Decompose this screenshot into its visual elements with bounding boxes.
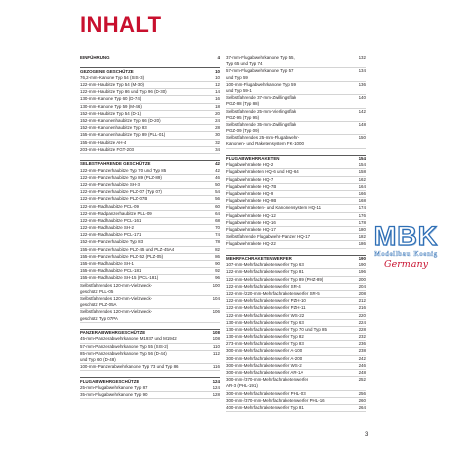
toc-entry [226, 184, 366, 191]
toc-entry-page: 162 [358, 176, 366, 182]
toc-entry-page: 154 [358, 162, 366, 168]
toc-entry [226, 334, 366, 341]
toc-entry-page: 106 [212, 309, 220, 315]
toc-entry-title: 107-mm-Mehrfachraketenwerfer Typ 63 [226, 262, 304, 268]
toc-entry [80, 385, 220, 392]
toc-entry-title: Flugabwehrrakete HQ-16 [226, 219, 276, 225]
toc-entry-title: 122-mm-Panzerhaubitze Typ 89 (PLZ-89) [80, 174, 162, 180]
toc-entry [80, 132, 220, 139]
publisher-logo [370, 222, 442, 282]
section-heading-page: 108 [212, 330, 220, 336]
toc-entry-page: 108 [212, 336, 220, 342]
toc-entry-page: 158 [358, 169, 366, 175]
toc-entry [226, 391, 366, 398]
toc-entry-title: 130-mm-Kanone Typ 59 (M-46) [80, 103, 142, 109]
toc-entry-title: 300-mm-/370-mm-Mehrfachraketenwerfer AR-3 (PHL-191) [226, 377, 309, 389]
toc-entry [80, 275, 220, 282]
toc-entry-page: 178 [358, 219, 366, 225]
toc-entry [226, 341, 366, 348]
toc-entry-title: 122-mm-Panzerhaubitze PLZ-07 (Typ 07) [80, 189, 162, 195]
toc-entry-title: Flugabwehrrakete HQ-22 [226, 241, 276, 247]
section-heading-page: 124 [212, 378, 220, 384]
page-title: INHALT [80, 12, 162, 37]
toc-entry-page: 128 [212, 392, 220, 398]
toc-entry-title: 300-mm-Mehrfachraketenwerfer A-200 [226, 355, 303, 361]
toc-entry-page: 110 [212, 343, 220, 349]
toc-entry-title: 122-mm-Mehrfachraketenwerfer Typ 89 (PHZ-89) [226, 276, 324, 282]
toc-entry-title: 122-mm-Panzerhaubitze Typ 70 und Typ 85 [80, 167, 167, 173]
toc-entry-page: 140 [358, 95, 366, 101]
toc-entry-title: 122-mm-Mehrfachraketenwerfer PZH-11 [226, 305, 306, 311]
toc-entry-title: 400-mm-Mehrfachraketenwerfer Typ 81 [226, 404, 304, 410]
toc-entry [226, 398, 366, 405]
toc-entry [80, 261, 220, 268]
toc-entry-page: 238 [358, 348, 366, 354]
toc-entry-title: 152-mm-Kanonenhaubitze Typ 66 (D-20) [80, 117, 161, 123]
toc-entry [80, 82, 220, 89]
toc-entry-page: 142 [358, 108, 366, 114]
toc-column-right [226, 55, 366, 412]
section-heading-page: 4 [217, 55, 220, 60]
toc-entry-page: 264 [358, 404, 366, 410]
toc-entry-page: 246 [358, 362, 366, 368]
toc-entry [80, 392, 220, 399]
toc-entry-title: Selbstfahrendes 120-mm-Vielzweck- geschütz Typ 07PA [80, 309, 153, 321]
toc-entry-title: Flugabwehrrakete HQ-2 [226, 162, 274, 168]
toc-entry-title: 130-mm-Mehrfachraketenwerfer Typ 70 und Typ 85 [226, 326, 327, 332]
toc-entry [80, 225, 220, 232]
toc-entry [226, 234, 366, 241]
toc-entry-page: 54 [215, 189, 220, 195]
toc-entry [80, 204, 220, 211]
toc-entry [80, 239, 220, 246]
toc-entry-page: 180 [358, 226, 366, 232]
toc-entry [80, 189, 220, 196]
toc-entry [80, 296, 220, 309]
toc-entry-page: 16 [215, 96, 220, 102]
toc-entry-title: 122-mm-/220-mm-Mehrfachraketenwerfer SR-5 [226, 290, 320, 296]
toc-entry-title: 57-mm-Flugabwehrkanone Typ 57 und Typ 59 [226, 68, 294, 80]
toc-entry-page: 30 [215, 132, 220, 138]
toc-entry-page: 150 [358, 135, 366, 141]
toc-section [80, 377, 220, 399]
toc-entry-title: 130-mm-Mehrfachraketenwerfer Typ 82 [226, 334, 304, 340]
toc-entry-page: 10 [215, 74, 220, 80]
toc-entry-title: Selbstfahrende 37-mm-Zwillingsflak PGZ-88 (Typ 88) [226, 95, 297, 107]
page-number: 3 [365, 432, 369, 438]
toc-entry-title: Flugabwehrrakete HQ-17 [226, 226, 276, 232]
toc-entry [226, 377, 366, 390]
toc-entry [226, 169, 366, 176]
toc-entry-page: 104 [212, 295, 220, 301]
toc-entry [226, 82, 366, 95]
toc-entry-title: 85-mm-Panzerabwehrkanone Typ 56 (D-44) und Typ 60 (D-48) [80, 350, 167, 362]
toc-entry-title: 35-mm-Flugabwehrkanone Typ 90 [80, 392, 148, 398]
toc-entry-page: 256 [358, 390, 366, 396]
toc-entry-title: 122-mm-Radhaubitze SH-2 [80, 225, 135, 231]
toc-entry-page: 112 [212, 350, 220, 356]
toc-entry-title: 57-mm-Panzerabwehrkanone Typ 55 (SIS-2) [80, 343, 169, 349]
toc-entry-title: 273-mm-Mehrfachraketenwerfer Typ 83 [226, 341, 304, 347]
toc-entry [226, 241, 366, 248]
toc-entry [226, 177, 366, 184]
toc-entry-title: 122-mm-Panzerhaubitze SH-3 [80, 181, 140, 187]
toc-entry [226, 327, 366, 334]
toc-entry-page: 18 [215, 103, 220, 109]
logo-country: Germany [384, 259, 428, 270]
toc-entry [80, 104, 220, 111]
toc-entry-page: 74 [215, 232, 220, 238]
section-heading-title: FLUGABWEHRGESCHÜTZE [80, 378, 140, 384]
toc-entry [80, 96, 220, 103]
toc-entry-page: 46 [215, 174, 220, 180]
toc-entry [80, 232, 220, 239]
toc-entry-title: 300-mm-Mehrfachraketenwerfer WS-2 [226, 362, 302, 368]
toc-entry [80, 351, 220, 364]
toc-entry [226, 363, 366, 370]
toc-entry [80, 364, 220, 371]
toc-entry [226, 162, 366, 169]
toc-entry-page: 212 [358, 298, 366, 304]
toc-entry-title: 130-mm-Kanone Typ 60 (D-74) [80, 96, 142, 102]
toc-entry [226, 262, 366, 269]
toc-entry-title: 155-mm-Panzerhaubitze PLZ-45 und PLZ-45A4 [80, 246, 175, 252]
toc-entry-title: Flugabwehrrakete HQ-7 [226, 176, 274, 182]
toc-entry-title: 100-mm-Panzerabwehrkanone Typ 73 und Typ 86 [80, 364, 179, 370]
toc-entry [80, 196, 220, 203]
toc-entry [80, 111, 220, 118]
toc-entry-title: 37-mm-Flugabwehrkanone Typ 55, Typ 65 und Typ 74 [226, 55, 295, 67]
toc-entry [226, 122, 366, 135]
toc-entry-page: 228 [358, 326, 366, 332]
toc-entry [80, 140, 220, 147]
toc-entry-page: 136 [358, 81, 366, 87]
toc-entry-title: 300-mm-Mehrfachraketenwerfer PHL-03 [226, 390, 306, 396]
toc-entry-page: 232 [358, 334, 366, 340]
toc-entry-title: 122-mm-Panzerhaubitze PLZ-07B [80, 196, 148, 202]
toc-entry-title: 155-mm-Kanonenhaubitze Typ 89 (PLL-01) [80, 132, 166, 138]
toc-entry-page: 32 [215, 139, 220, 145]
toc-entry [226, 305, 366, 312]
toc-entry-title: Selbstfahrendes 120-mm-Vielzweck- geschütz PLL-05 [80, 282, 153, 294]
toc-entry [226, 313, 366, 320]
toc-entry-title: 122-mm-Haubitze Typ 86 und Typ 96 (D-30) [80, 89, 167, 95]
section-heading-page: 154 [358, 156, 366, 162]
toc-entry-title: 155-mm-Radhaubitze PCL-181 [80, 268, 142, 274]
toc-entry [226, 370, 366, 377]
toc-entry-title: 152-mm-Kanonenhaubitze Typ 83 [80, 125, 147, 131]
toc-entry [80, 247, 220, 254]
toc-entry-page: 34 [215, 146, 220, 152]
toc-entry-page: 236 [358, 341, 366, 347]
toc-entry-page: 216 [358, 305, 366, 311]
toc-entry [226, 213, 366, 220]
toc-entry-title: 122-mm-Mehrfachraketenwerfer Typ 81 [226, 269, 304, 275]
toc-entry-title: Selbstfahrende Flugabwehr-Panzer HQ-17 [226, 234, 311, 240]
toc-entry [80, 168, 220, 175]
section-heading-title: SELBSTFAHRENDE GESCHÜTZE [80, 161, 151, 167]
toc-entry-title: Selbstfahrende 25-mm-Vierlingsflak PGZ-95 (Typ 95) [226, 108, 297, 120]
toc-entry-page: 24 [215, 117, 220, 123]
toc-entry-title: 152-mm-Haubitze Typ 54 (D-1) [80, 110, 142, 116]
section-heading-page: 190 [358, 256, 366, 261]
toc-entry-page: 190 [358, 262, 366, 268]
toc-entry [80, 344, 220, 351]
toc-entry-page: 204 [358, 283, 366, 289]
toc-entry-page: 12 [215, 82, 220, 88]
toc-entry-title: 155-mm-Panzerhaubitze PLZ-52 (PLZ-05) [80, 253, 164, 259]
toc-entry [80, 182, 220, 189]
toc-entry-title: 122-mm-Radhaubitze PCL-09 [80, 203, 139, 209]
toc-entry [80, 309, 220, 322]
toc-entry-page: 134 [358, 68, 366, 74]
section-heading-page: 42 [215, 161, 220, 167]
toc-entry-page: 182 [358, 234, 366, 240]
toc-entry-page: 116 [212, 364, 220, 370]
toc-entry-title: Flugabwehrrakete HQ-12 [226, 212, 276, 218]
section-heading-title: GEZOGENE GESCHÜTZE [80, 68, 134, 74]
toc-entry-page: 50 [215, 181, 220, 187]
toc-entry-page: 82 [215, 246, 220, 252]
toc-entry-title: 122-mm-Mehrfachraketenwerfer WS-22 [226, 312, 305, 318]
toc-entry-page: 186 [358, 241, 366, 247]
toc-entry-title: Flugabwehrrakete HQ-9B [226, 198, 277, 204]
toc-entry [226, 135, 366, 148]
toc-entry-page: 92 [215, 268, 220, 274]
toc-entry-title: Flugabwehrrakete HQ-7B [226, 183, 277, 189]
toc-entry-title: 122-mm-Radpanzerhaubitze PLL-09 [80, 210, 152, 216]
toc-entry [80, 175, 220, 182]
toc-entry-page: 90 [215, 261, 220, 266]
toc-entry-page: 166 [358, 191, 366, 197]
toc-entry [226, 191, 366, 198]
section-heading-title: EINFÜHRUNG [80, 55, 110, 60]
toc-entry-page: 124 [212, 384, 220, 390]
toc-section [80, 160, 220, 323]
toc-section [226, 155, 366, 249]
toc-entry [226, 291, 366, 298]
toc-entry-page: 132 [358, 55, 366, 60]
toc-entry [80, 211, 220, 218]
toc-entry [80, 118, 220, 125]
toc-entry [80, 283, 220, 296]
toc-entry-page: 208 [358, 290, 366, 296]
toc-entry [226, 405, 366, 412]
toc-entry-title: 122-mm-Haubitze Typ 54 (M-30) [80, 82, 145, 88]
toc-entry-page: 100 [212, 282, 220, 288]
toc-entry-page: 224 [358, 319, 366, 325]
toc-entry-title: 122-mm-Radhaubitze PCL-171 [80, 232, 142, 238]
toc-entry [80, 268, 220, 275]
toc-section [80, 67, 220, 154]
toc-entry-page: 176 [358, 212, 366, 218]
toc-entry-title: Flugabwehrraketen HQ-6 und HQ-64 [226, 169, 299, 175]
toc-entry [226, 95, 366, 108]
toc-entry-title: Flugabwehrraketen- und Kanonensystem HQ-11 [226, 205, 322, 211]
toc-entry-title: 155-mm-Haubitze AH-4 [80, 139, 127, 145]
toc-entry [226, 220, 366, 227]
toc-entry [80, 147, 220, 154]
toc-entry-title: 122-mm-Mehrfachraketenwerfer SR-4 [226, 283, 301, 289]
toc-entry-title: 76,2-mm-Kanone Typ 54 (SIS-3) [80, 74, 145, 80]
toc-entry-title: 300-mm-/370-mm-Mehrfachraketenwerfer PHL-16 [226, 397, 325, 403]
section-heading-title: PANZERABWEHRGESCHÜTZE [80, 330, 146, 336]
toc-entry-page: 260 [358, 397, 366, 403]
toc-entry [226, 198, 366, 205]
toc-entry [226, 298, 366, 305]
section-heading-title: MEHRFACHRAKETENWERFER [226, 256, 292, 261]
toc-entry-page: 60 [215, 203, 220, 209]
toc-entry-page: 86 [215, 253, 220, 259]
toc-entry-title: 100-mm-Flugabwehrkanone Typ 59 und Typ 59-1 [226, 81, 296, 93]
toc-entry [226, 55, 366, 68]
toc-entry [226, 109, 366, 122]
toc-entry-page: 78 [215, 239, 220, 245]
toc-entry-title: Flugabwehrrakete HQ-9 [226, 191, 274, 197]
toc-entry-title: 45-mm-Panzerabwehrkanone M1937 und M1942 [80, 336, 177, 342]
toc-entry-page: 28 [215, 125, 220, 131]
toc-entry-page: 200 [358, 276, 366, 282]
section-heading-title: FLUGABWEHRRAKETEN [226, 156, 280, 162]
toc-entry-title: 25-mm-Flugabwehrkanone Typ 87 [80, 384, 148, 390]
toc-entry-page: 168 [358, 198, 366, 204]
toc-entry-page: 248 [358, 370, 366, 375]
toc-entry-title: 203-mm-Haubitze FGT-203 [80, 146, 135, 152]
logo-wordmark: MBK [373, 221, 439, 251]
toc-entry [80, 218, 220, 225]
toc-entry [80, 336, 220, 343]
toc-entry-title: Selbstfahrende 35-mm-Zwillingsflak PGZ-09 (Typ 09) [226, 121, 297, 134]
toc-entry-page: 148 [358, 121, 366, 127]
toc-entry [226, 348, 366, 355]
logo-subtitle: Modellbau Koenig [374, 251, 438, 258]
toc-entry [80, 75, 220, 82]
toc-entry-page: 56 [215, 196, 220, 202]
toc-entry [226, 320, 366, 327]
toc-entry-title: 300-mm-Mehrfachraketenwerfer A-100 [226, 348, 303, 354]
section-heading-page: 10 [215, 68, 220, 74]
toc-entry-page: 42 [215, 167, 220, 173]
toc-entry-page: 196 [358, 269, 366, 275]
toc-entry [226, 277, 366, 284]
toc-entry-title: 130-mm-Mehrfachraketenwerfer Typ 63 [226, 319, 304, 325]
toc-entry-page: 68 [215, 217, 220, 223]
toc-entry [226, 284, 366, 291]
toc-entry-page: 96 [215, 275, 220, 281]
toc-entry-page: 14 [215, 89, 220, 95]
toc-entry-page: 20 [215, 110, 220, 116]
toc-entry [226, 356, 366, 363]
toc-entry-title: 122-mm-Radhaubitze PCL-161 [80, 217, 142, 223]
toc-entry [226, 227, 366, 234]
toc-entry-title: 155-mm-Radhaubitze SH-15 (PCL-181) [80, 275, 159, 281]
toc-entry-page: 174 [358, 205, 366, 211]
toc-entry-page: 220 [358, 312, 366, 318]
toc-section [80, 329, 220, 371]
toc-entry-title: Selbstfahrendes 120-mm-Vielzweck- geschütz PLZ-05A [80, 295, 153, 308]
toc-entry-page: 252 [358, 377, 366, 383]
toc-entry-page: 164 [358, 183, 366, 189]
toc-entry [80, 125, 220, 132]
toc-section [226, 255, 366, 412]
toc-entry [226, 68, 366, 81]
toc-entry-title: 300-mm-Mehrfachraketenwerfer AR-1A [226, 370, 304, 375]
toc-entry [80, 89, 220, 96]
toc-entry-title: 155-mm-Radhaubitze SH-1 [80, 261, 135, 266]
toc-entry [226, 205, 366, 212]
toc-entry [226, 269, 366, 276]
toc-entry-page: 242 [358, 355, 366, 361]
toc-column-left [80, 55, 220, 399]
toc-entry-page: 64 [215, 210, 220, 216]
toc-entry-title: Selbstfahrendes 25-mm-Flugabwehr- Kanonen- und Raketensystem FK-1000 [226, 135, 304, 147]
toc-entry [80, 254, 220, 261]
toc-entry-title: 122-mm-Mehrfachraketenwerfer PZH-10 [226, 298, 306, 304]
toc-entry-page: 70 [215, 225, 220, 231]
toc-entry-title: 152-mm-Panzerhaubitze Typ 83 [80, 239, 144, 245]
